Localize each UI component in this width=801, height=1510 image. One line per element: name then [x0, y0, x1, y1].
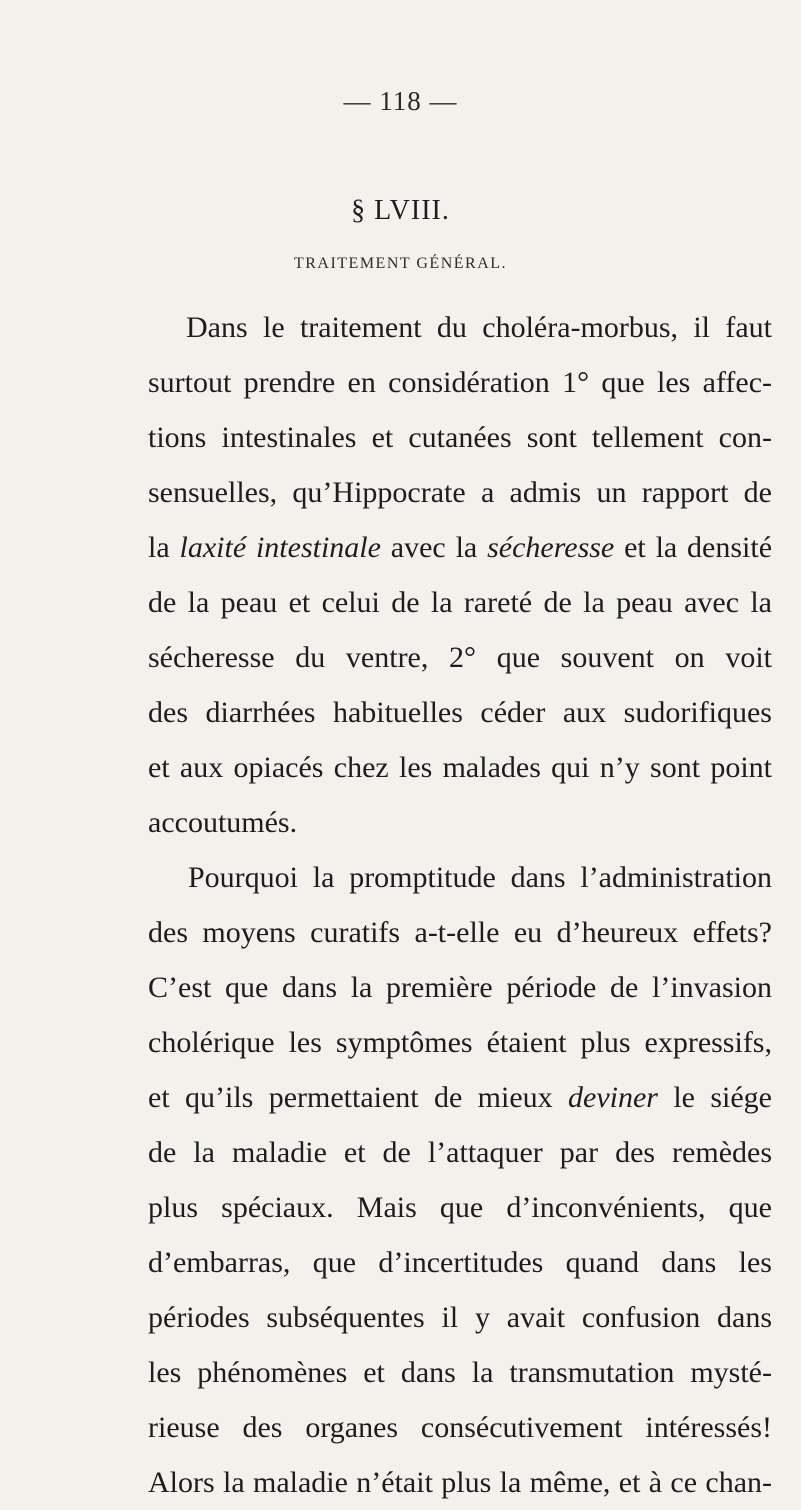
- text-fragment: et qu’ils permettaient de mieux: [148, 1081, 553, 1114]
- text-line: C’est que dans la première période de l’invasion: [148, 971, 772, 1004]
- text-line-mixed: [148, 520, 772, 575]
- text-line: plus spéciaux. Mais que d’inconvénients, que: [148, 1191, 772, 1224]
- text-line: rieuse des organes consécutivement intéressés!: [148, 1411, 772, 1444]
- text-line: Dans le traitement du choléra-morbus, il faut: [186, 311, 772, 344]
- text-line: les phénomènes et dans la transmutation mysté-: [148, 1356, 772, 1389]
- italic-term: deviner: [568, 1081, 658, 1114]
- text-line: de la peau et celui de la rareté de la peau avec la: [148, 586, 772, 619]
- text-line: Pourquoi la promptitude dans l’administration: [188, 861, 772, 894]
- text-fragment: avec la: [390, 531, 478, 564]
- text-line: sensuelles, qu’Hippocrate a admis un rapport de: [148, 476, 772, 509]
- text-fragment: la: [148, 531, 170, 564]
- text-line: périodes subséquentes il y avait confusion dans: [148, 1301, 772, 1334]
- text-fragment: le siége: [673, 1081, 772, 1114]
- italic-term: laxité intestinale: [179, 531, 381, 564]
- italic-term: sécheresse: [487, 531, 615, 564]
- text-line: sécheresse du ventre, 2° que souvent on voit: [148, 641, 772, 674]
- text-line: accoutumés.: [148, 806, 298, 839]
- body-text: [148, 300, 772, 1510]
- section-title: § LVIII.: [351, 195, 450, 226]
- text-line: Alors la maladie n’était plus la même, et à ce chan-: [148, 1466, 772, 1499]
- text-line-mixed: [148, 1070, 772, 1125]
- text-line: tions intestinales et cutanées sont tellement con-: [148, 421, 772, 454]
- text-line: surtout prendre en considération 1° que les affec-: [148, 366, 772, 399]
- text-line: d’embarras, que d’incertitudes quand dans les: [148, 1246, 772, 1279]
- text-fragment: et la densité: [624, 531, 773, 564]
- text-line: des moyens curatifs a-t-elle eu d’heureux effets?: [148, 916, 772, 949]
- text-line: de la maladie et de l’attaquer par des remèdes: [148, 1136, 772, 1169]
- text-line: cholérique les symptômes étaient plus expressifs,: [148, 1026, 772, 1059]
- section-subtitle: TRAITEMENT GÉNÉRAL.: [293, 255, 508, 272]
- page-number: — 118 —: [343, 86, 458, 116]
- text-line: des diarrhées habituelles céder aux sudorifiques: [148, 696, 772, 729]
- text-line: et aux opiacés chez les malades qui n’y sont point: [148, 751, 772, 784]
